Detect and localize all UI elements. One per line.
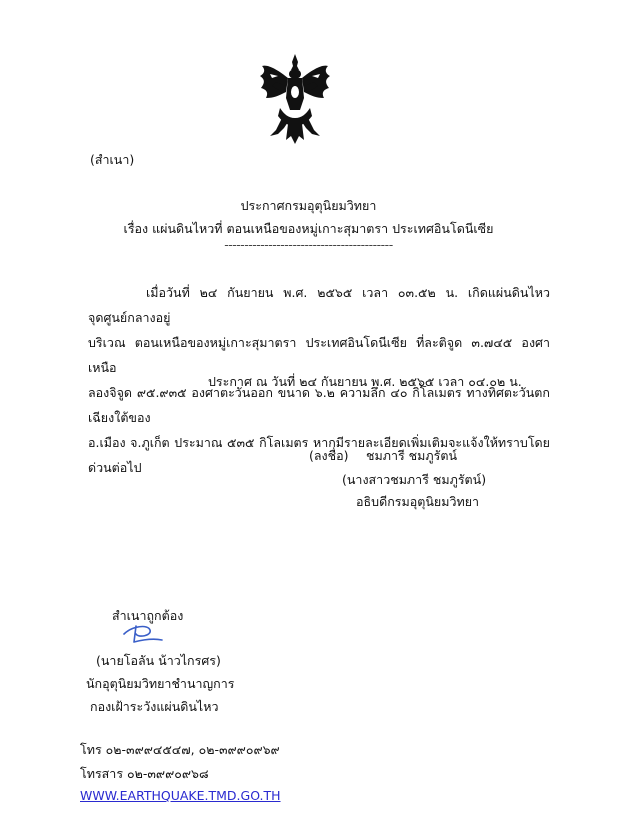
document-subject: เรื่อง แผ่นดินไหวที่ ตอนเหนือของหมู่เกาะสุมาตรา ประเทศอินโดนีเซีย bbox=[123, 221, 494, 236]
body-line: อ.เมือง จ.ภูเก็ต ประมาณ ๕๓๕ กิโลเมตร หากมีรายละเอียดเพิ่มเติมจะแจ้งให้ทราบโดยด่วนต่อไป bbox=[88, 435, 550, 475]
divider: ------------------------------------------ bbox=[224, 237, 393, 252]
contact-fax: โทรสาร ๐๒-๓๙๙๐๙๖๘ bbox=[80, 766, 209, 781]
signatory-position: อธิบดีกรมอุตุนิยมวิทยา bbox=[356, 494, 480, 509]
signature-mark-icon bbox=[118, 622, 166, 646]
signed-label: (ลงชื่อ) bbox=[309, 448, 349, 463]
certifier-name: (นายโอลัน น้าวไกรศร) bbox=[96, 653, 221, 668]
garuda-emblem-icon bbox=[258, 52, 332, 146]
signatory-full-name: (นางสาวชมภารี ชมภูรัตน์) bbox=[342, 472, 487, 487]
website-link[interactable]: WWW.EARTHQUAKE.TMD.GO.TH bbox=[80, 788, 281, 803]
body-line: เมื่อวันที่ ๒๔ กันยายน พ.ศ. ๒๕๖๕ เวลา ๐๓.๕๒ น. เกิดแผ่นดินไหว จุดศูนย์กลางอยู่ bbox=[88, 285, 550, 325]
signed-name: ชมภารี ชมภูรัตน์ bbox=[366, 448, 458, 463]
announce-date: ประกาศ ณ วันที่ ๒๔ กันยายน พ.ศ. ๒๕๖๕ เวลา ๐๔.๐๒ น. bbox=[208, 374, 522, 389]
contact-phone: โทร ๐๒-๓๙๙๔๕๔๗, ๐๒-๓๙๙๐๙๖๙ bbox=[80, 742, 280, 757]
body-line: ลองจิจูด ๙๕.๙๓๕ องศาตะวันออก ขนาด ๖.๒ ความลึก ๔๐ กิโลเมตร ทางทิศตะวันตกเฉียงใต้ของ bbox=[88, 385, 550, 425]
certifier-position: นักอุตุนิยมวิทยาชำนาญการ bbox=[86, 676, 235, 691]
document-title: ประกาศกรมอุตุนิยมวิทยา bbox=[240, 198, 377, 213]
certifier-division: กองเฝ้าระวังแผ่นดินไหว bbox=[90, 699, 219, 714]
body-line: บริเวณ ตอนเหนือของหมู่เกาะสุมาตรา ประเทศอินโดนีเซีย ที่ละติจูด ๓.๗๔๕ องศาเหนือ bbox=[88, 335, 550, 375]
certified-label: สำเนาถูกต้อง bbox=[112, 608, 184, 623]
copy-label: (สำเนา) bbox=[90, 152, 135, 167]
